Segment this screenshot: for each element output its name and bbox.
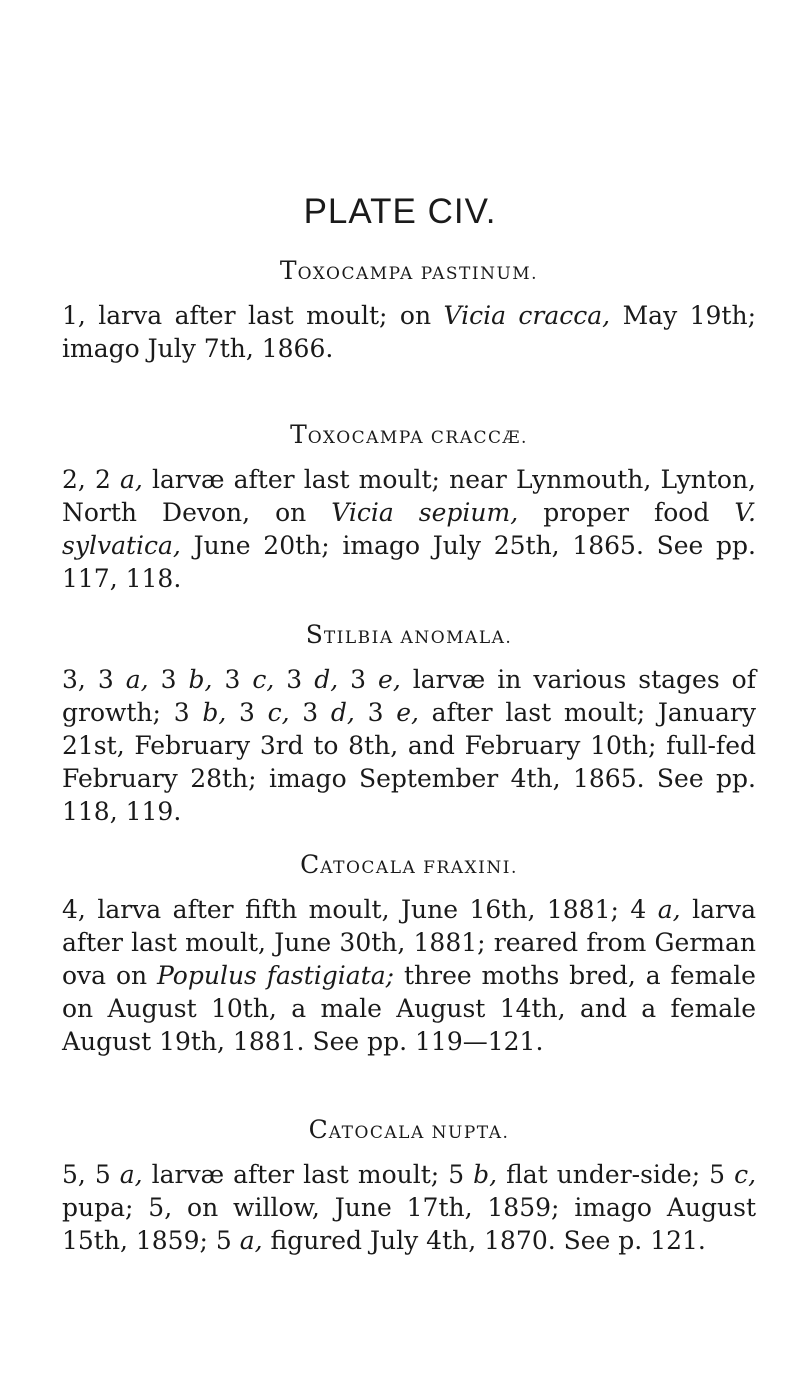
italic-text-run: a, (657, 895, 681, 924)
text-run: figured July 4th, 1870. See p. 121. (262, 1226, 706, 1255)
italic-text-run: d, (314, 665, 339, 694)
heading-rest: OXOCAMPA CRACCÆ. (307, 428, 528, 448)
section-heading (62, 420, 756, 449)
text-run: pupa; 5, on willow, June 17th, 1859; imago August 15th, 1859; 5 (62, 1193, 756, 1255)
italic-text-run: e, (378, 665, 401, 694)
italic-text-run: a, (125, 665, 149, 694)
text-run: 4, larva after fifth moult, June 16th, 1881; 4 (62, 895, 658, 924)
text-run: 3 (226, 698, 268, 727)
text-run: flat under-side; 5 (497, 1160, 735, 1189)
text-run: 3 (289, 698, 331, 727)
section-toxocampa-craccae (62, 420, 756, 595)
italic-text-run: a, (119, 1160, 143, 1189)
text-run: 3 (148, 665, 189, 694)
text-run: 1, larva after last moult; on (62, 301, 444, 330)
italic-text-run: b, (202, 698, 227, 727)
text-run: June 20th; imago July 25th, 1865. See pp. 117, 118. (62, 531, 756, 593)
text-run: 3 (274, 665, 315, 694)
text-run: 3 (212, 665, 253, 694)
section-catocala-fraxini (62, 850, 756, 1058)
plate-title: PLATE CIV. (303, 192, 497, 231)
section-paragraph (62, 893, 756, 1058)
text-run: 3 (354, 698, 397, 727)
text-run: larva after last moult, June 30th, 1881; reared from German ova on (62, 895, 756, 990)
text-run: May 19th; imago July 7th, 1866. (62, 301, 756, 363)
italic-text-run: b, (188, 665, 213, 694)
text-run: 3, 3 (62, 665, 126, 694)
section-paragraph (62, 463, 756, 595)
text-run: three moths bred, a female on August 10th, a male August 14th, and a female August 19th, 1881. See pp. 119—121. (62, 961, 756, 1056)
text-run: 2, 2 (62, 465, 121, 494)
section-heading (62, 620, 756, 649)
italic-text-run: d, (330, 698, 355, 727)
italic-text-run: Vicia sepium, (331, 498, 519, 527)
heading-initial: T (279, 256, 298, 285)
section-toxocampa-pastinum (62, 256, 756, 365)
section-paragraph (62, 663, 756, 828)
heading-initial: S (305, 620, 324, 649)
text-run: larvæ after last moult; near Lynmouth, Lynton, North Devon, on (62, 465, 756, 527)
italic-text-run: e, (396, 698, 419, 727)
section-paragraph (62, 299, 756, 365)
heading-initial: T (290, 420, 308, 449)
heading-rest: TILBIA ANOMALA. (323, 628, 513, 648)
text-run: proper food (518, 498, 735, 527)
italic-text-run: a, (239, 1226, 263, 1255)
text-run: after last moult; January 21st, February 3rd to 8th, and February 10th; full-fed February 28th; imago September 4th, 1865. See pp. 118, 119. (62, 698, 756, 826)
heading-rest: ATOCALA NUPTA. (328, 1123, 510, 1143)
text-run: 3 (338, 665, 379, 694)
heading-rest: ATOCALA FRAXINI. (320, 858, 518, 878)
section-stilbia-anomala (62, 620, 756, 828)
section-heading (62, 1115, 756, 1144)
heading-initial: C (308, 1115, 329, 1144)
italic-text-run: Vicia cracca, (443, 301, 611, 330)
italic-text-run: c, (252, 665, 275, 694)
section-catocala-nupta (62, 1115, 756, 1257)
italic-text-run: Populus fastigiata; (157, 961, 395, 990)
italic-text-run: c, (734, 1160, 757, 1189)
italic-text-run: b, (473, 1160, 498, 1189)
heading-initial: C (300, 850, 321, 879)
section-paragraph (62, 1158, 756, 1257)
italic-text-run: c, (267, 698, 290, 727)
italic-text-run: a, (120, 465, 143, 494)
section-heading (62, 850, 756, 879)
text-run: larvæ in various stages of growth; 3 (62, 665, 756, 727)
text-run: larvæ after last moult; 5 (142, 1160, 474, 1189)
italic-text-run: V. sylvatica, (62, 498, 756, 560)
text-run: 5, 5 (62, 1160, 120, 1189)
section-heading (62, 256, 756, 285)
heading-rest: OXOCAMPA PASTINUM. (297, 264, 539, 284)
